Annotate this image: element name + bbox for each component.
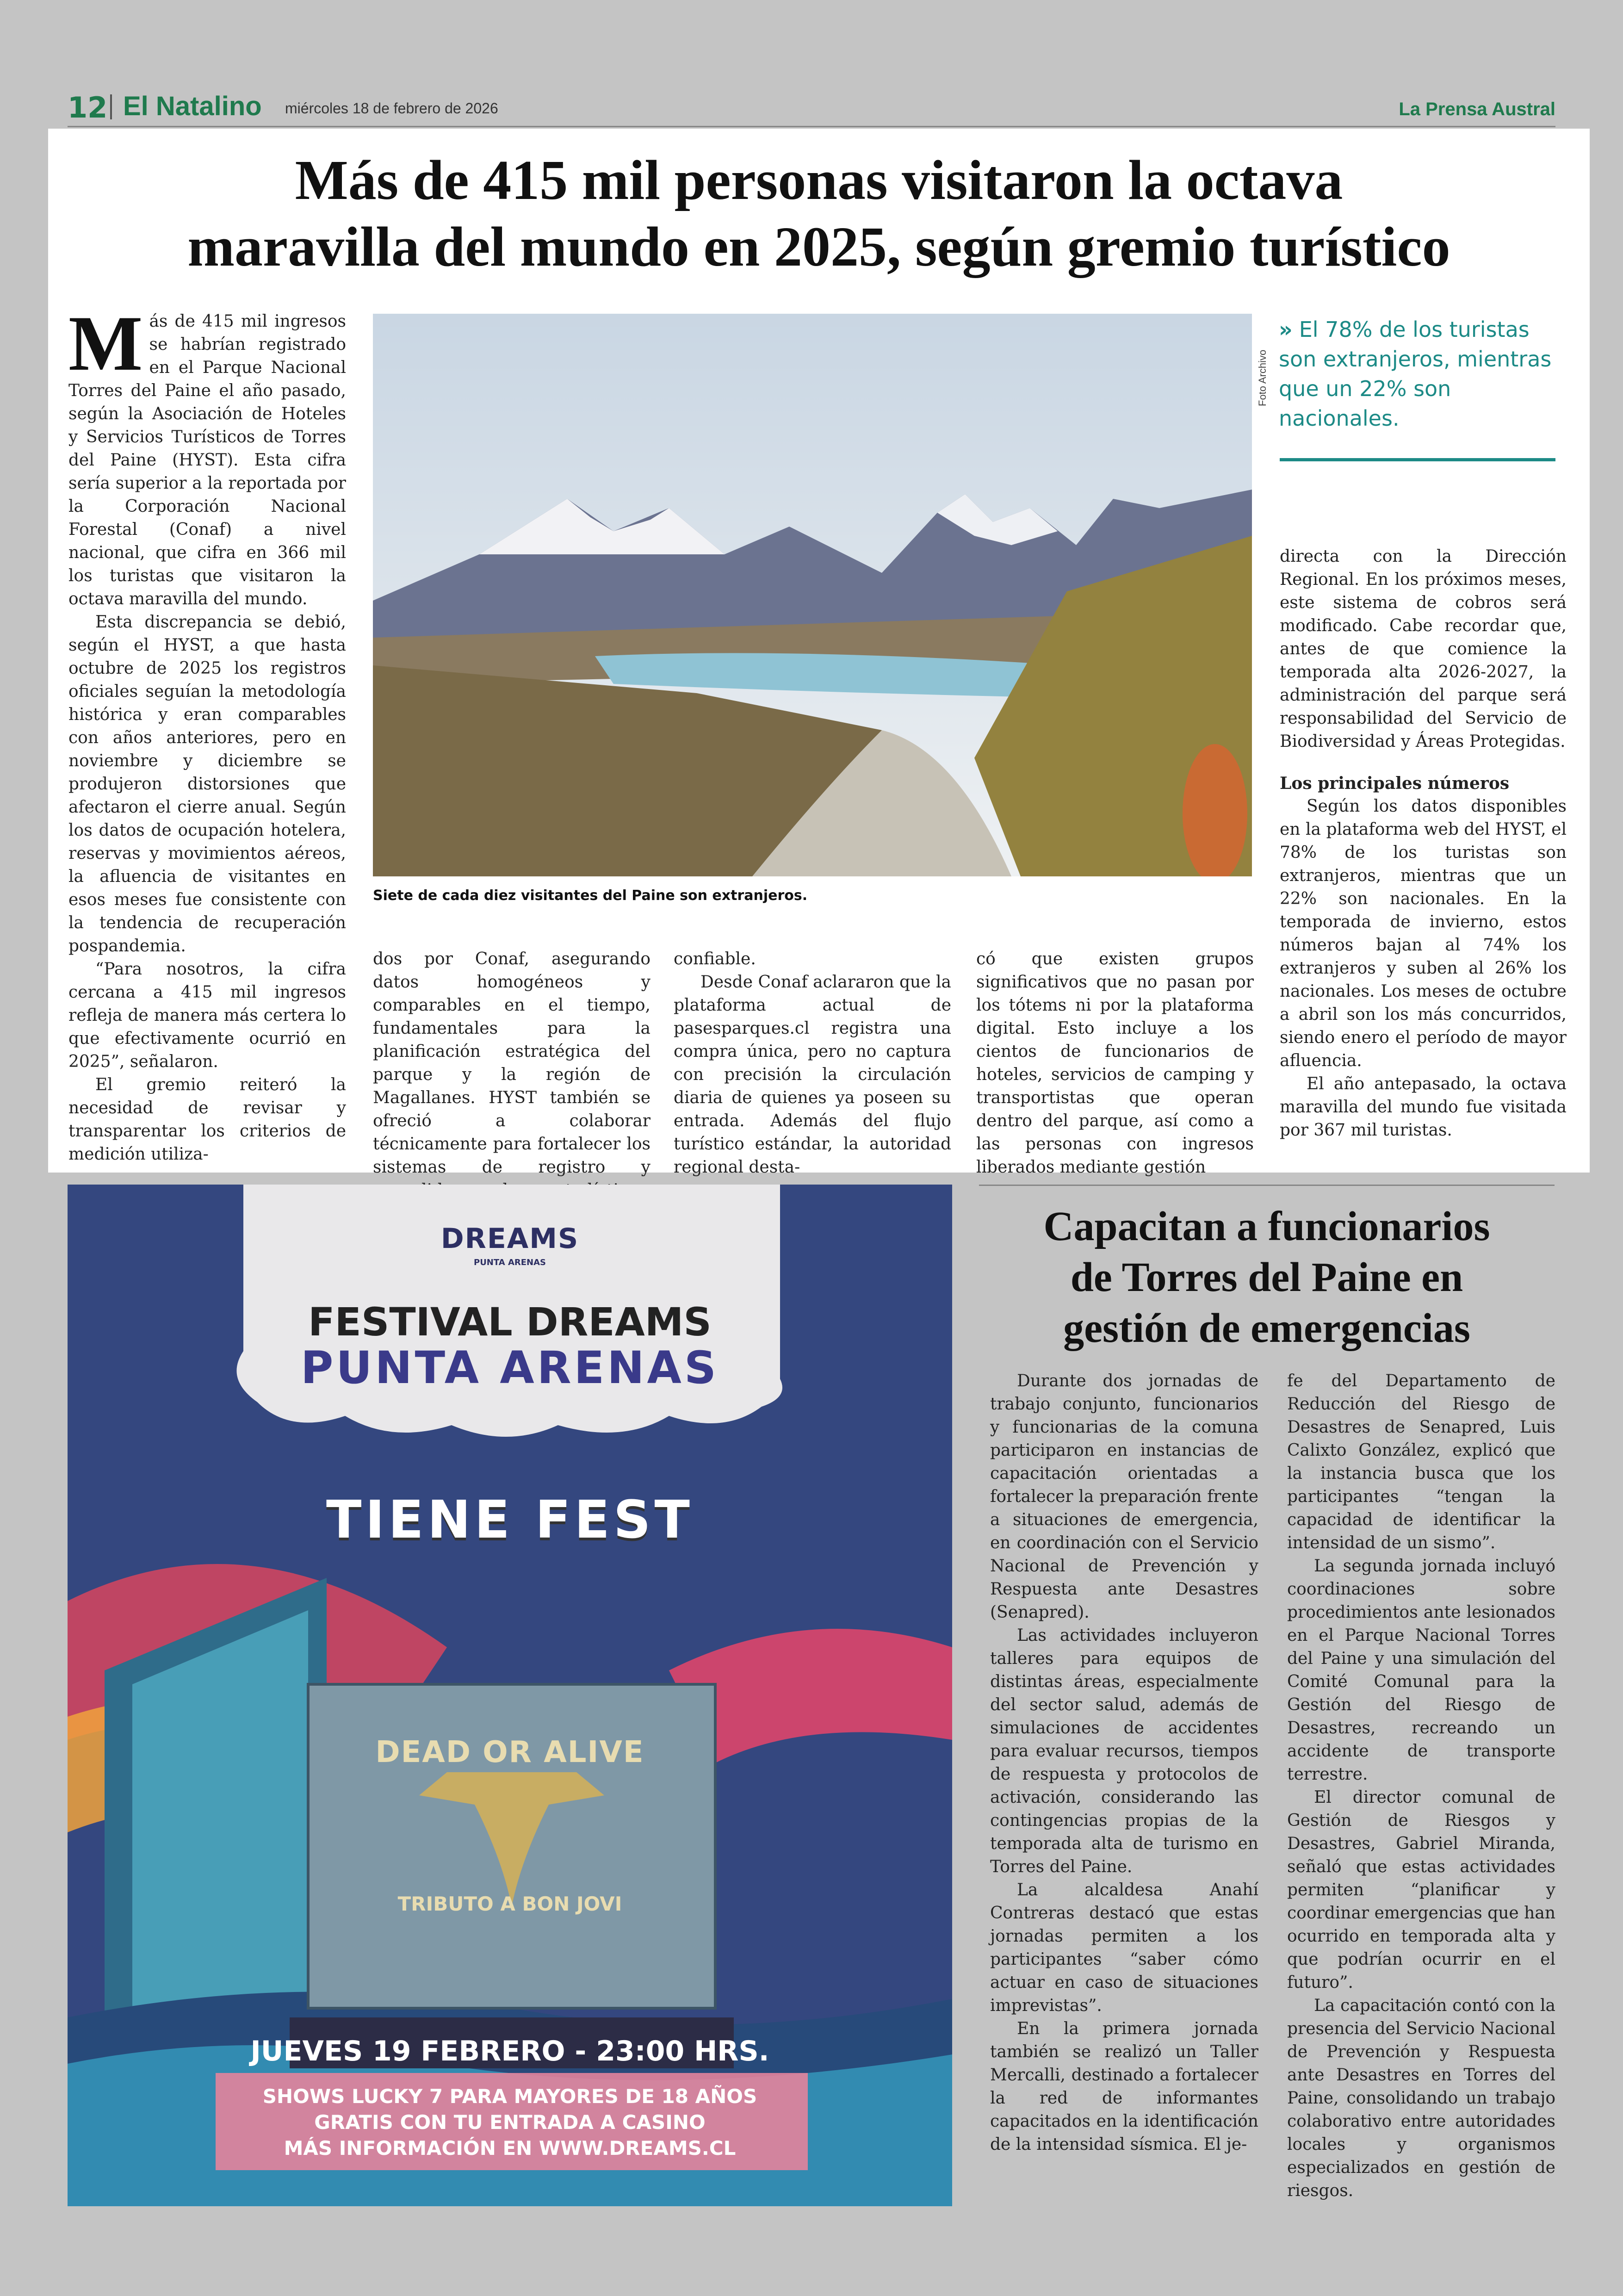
paragraph: Esta discrepancia se debió, según el HYST, a que hasta octubre de 2025 los registros oficiales seguían la metodología histórica y eran comparables con años anteriores, pero en noviembre y diciembre se produjeron distorsiones que afectaron el cierre anual. Según los datos de ocupación hotelera, reservas y movimientos aéreos, la afluencia de visitantes en esos meses fue consistente con la tendencia de recuperación pospandemia. xyxy=(68,613,346,956)
dreams-logo: DREAMS xyxy=(440,1222,579,1255)
pull-quote-rule xyxy=(1280,458,1555,461)
paragraph: Las actividades incluyeron talleres para equipos de distintas áreas, especialmente del sector salud, además de simulaciones de accidentes para evaluar recursos, tiempos de respuesta y protocolos de activación, considerando las contingencias propias de la temporada alta de turismo en Torres del Paine. xyxy=(990,1626,1258,1876)
paragraph: La capacitación contó con la presencia del Servicio Nacional de Prevención y Respuesta ante Desastres en Torres del Paine, consolidando un trabajo colaborativo entre autoridades locales y organismos especializados en gestión de riesgos. xyxy=(1287,1996,1555,2200)
paragraph: directa con la Dirección Regional. En los próximos meses, este sistema de cobros será modificado. Cabe recordar que, antes de que comience la temporada alta 2026-2027, la administración del parque será responsabilidad del Servicio de Biodiversidad y Áreas Protegidas. xyxy=(1280,547,1567,751)
subheading: Los principales números xyxy=(1280,774,1510,793)
paragraph: ás de 415 mil ingresos se habrían registrado en el Parque Nacional Torres del Paine el año pasado, según la Asociación de Hoteles y Servicios Turísticos de Torres del Paine (HYST). Esta cifra sería superior a la reportada por la Corporación Nacional Forestal (Conaf) a nivel nacional, que cifra en 366 mil los turistas que visitaron la octava maravilla del mundo. xyxy=(68,312,346,608)
article-visitors xyxy=(48,129,1590,1177)
pull-quote xyxy=(1279,315,1566,433)
drop-cap: M xyxy=(68,300,143,387)
paragraph: La segunda jornada incluyó coordinaciones sobre procedimientos ante lesionados en el Parque Nacional Torres del Paine y una simulación del Comité Comunal para la Gestión del Riesgo de Desastres, recreando un accidente de transporte terrestre. xyxy=(1287,1557,1555,1784)
paragraph: Según los datos disponibles en la plataforma web del HYST, el 78% de los turistas son extranjeros, mientras que un 22% son nacionales. En la temporada de invierno, estos números bajan al 74% los extranjeros y suben al 26% los nacionales. Los meses de octubre a abril son los más concurridos, siendo enero el período de mayor afluencia. xyxy=(1280,797,1567,1070)
paragraph: dos por Conaf, asegurando datos homogéneos y comparables en el tiempo, fundamentales para la planificación estratégica del parque y la región de Magallanes. HYST también se ofreció a colaborar técnicamente para fortalecer los sistemas de registro y xyxy=(373,949,650,1177)
headline-line-2: maravilla del mundo en 2025, según gremio turístico xyxy=(187,216,1450,278)
band-name: DEAD OR ALIVE xyxy=(375,1735,644,1769)
ad-info-line-1: SHOWS LUCKY 7 PARA MAYORES DE 18 AÑOS xyxy=(262,2085,757,2108)
paragraph: fe del Departamento de Reducción del Riesgo de Desastres de Senapred, Luis Calixto González, explicó que la instancia busca que los participantes “tengan la capacidad de identificar la intensidad de un sismo”. xyxy=(1287,1371,1555,1552)
article-column-3 xyxy=(674,948,951,1179)
pull-quote-text: El 78% de los turistas son extranjeros, mientras que un 22% son nacionales. xyxy=(1279,317,1552,431)
issue-date: miércoles 18 de febrero de 2026 xyxy=(285,100,498,117)
ad-tiene-fest: TIENE FEST xyxy=(326,1490,694,1550)
header-rule xyxy=(68,126,1555,127)
paragraph: En la primera jornada también se realizó un Taller Mercalli, destinado a fortalecer la red de informantes capacitados en la identificación de la intensidad sísmica. El je- xyxy=(990,2019,1258,2154)
paragraph: El año antepasado, la octava maravilla del mundo fue visitada por 367 mil turistas. xyxy=(1280,1074,1567,1140)
photo-credit: Foto Archivo xyxy=(1257,349,1268,406)
headline-line-1: Capacitan a funcionarios xyxy=(1043,1204,1490,1249)
article-headline xyxy=(48,147,1590,280)
torres-del-paine-illustration xyxy=(373,314,1252,876)
headline-line-2: de Torres del Paine en xyxy=(1070,1254,1463,1300)
dreams-logo-sub: PUNTA ARENAS xyxy=(474,1258,546,1267)
header-divider xyxy=(110,94,112,119)
paragraph: El gremio reiteró la necesidad de revisar y transparentar los criterios de medición utiliza- xyxy=(68,1075,346,1164)
festival-advertisement[interactable] xyxy=(68,1185,952,2206)
paragraph: có que existen grupos significativos que no pasan por los tótems ni por la plataforma digital. Esto incluye a los cientos de funcionarios de hoteles, servicios de camping y transportistas que operan dentro del parque, así como a las personas con ingresos liberados mediante gestión xyxy=(976,949,1254,1177)
article-column-5 xyxy=(1280,545,1567,1142)
ad-title-2: PUNTA ARENAS xyxy=(301,1342,719,1394)
paragraph: confiable. xyxy=(674,949,756,968)
paragraph: El director comunal de Gestión de Riesgos y Desastres, Gabriel Miranda, señaló que estas actividades permiten “planificar y coordinar emergencias que han ocurrido en temporada alta y que podrían ocurrir en el futuro”. xyxy=(1287,1788,1555,1992)
ad-info-line-3[interactable]: MÁS INFORMACIÓN EN WWW.DREAMS.CL xyxy=(284,2137,736,2159)
section-name: El Natalino xyxy=(123,91,262,121)
chevron-right-icon: » xyxy=(1279,317,1293,342)
paragraph: Desde Conaf aclararon que la plataforma actual de pasesparques.cl registra una compra única, pero no captura con precisión la circulación diaria de quienes ya poseen su entrada. Además del flujo turístico estándar, la autoridad regional desta- xyxy=(674,973,951,1177)
event-date-time: JUEVES 19 FEBRERO - 23:00 HRS. xyxy=(250,2035,769,2067)
photo-caption: Siete de cada diez visitantes del Paine son extranjeros. xyxy=(373,887,808,904)
page-header xyxy=(68,91,1555,128)
paragraph: Durante dos jornadas de trabajo conjunto, funcionarios y funcionarias de la comuna participaron en instancias de capacitación orientadas a fortalecer la preparación frente a situaciones de emergencia, en coordinación con el Servicio Nacional de Prevención y Respuesta ante Desastres (Senapred). xyxy=(990,1371,1258,1622)
article-2-headline xyxy=(979,1201,1555,1354)
article-2-column-1 xyxy=(990,1370,1258,2156)
article-column-1 xyxy=(68,300,346,1166)
article-rule xyxy=(979,1185,1555,1186)
paragraph: “Para nosotros, la cifra cercana a 415 mil ingresos refleja de manera más certera lo que efectivamente ocurrió en 2025”, señalaron. xyxy=(68,960,346,1071)
ad-info-line-2: GRATIS CON TU ENTRADA A CASINO xyxy=(314,2111,706,2134)
headline-line-3: gestión de emergencias xyxy=(1063,1305,1470,1351)
ad-title-1: FESTIVAL DREAMS xyxy=(308,1299,712,1345)
tribute-label: TRIBUTO A BON JOVI xyxy=(397,1893,622,1915)
article-column-4 xyxy=(976,948,1254,1179)
article-column-2 xyxy=(373,948,650,1202)
paragraph: La alcaldesa Anahí Contreras destacó que estas jornadas permiten a los participantes “saber cómo actuar en caso de situaciones imprevistas”. xyxy=(990,1880,1258,2015)
page-number: 12 xyxy=(68,91,108,124)
landscape-photo xyxy=(373,314,1252,876)
newspaper-name: La Prensa Austral xyxy=(1399,99,1555,119)
article-2-column-2 xyxy=(1287,1370,1555,2203)
headline-line-1: Más de 415 mil personas visitaron la octava xyxy=(295,149,1343,211)
